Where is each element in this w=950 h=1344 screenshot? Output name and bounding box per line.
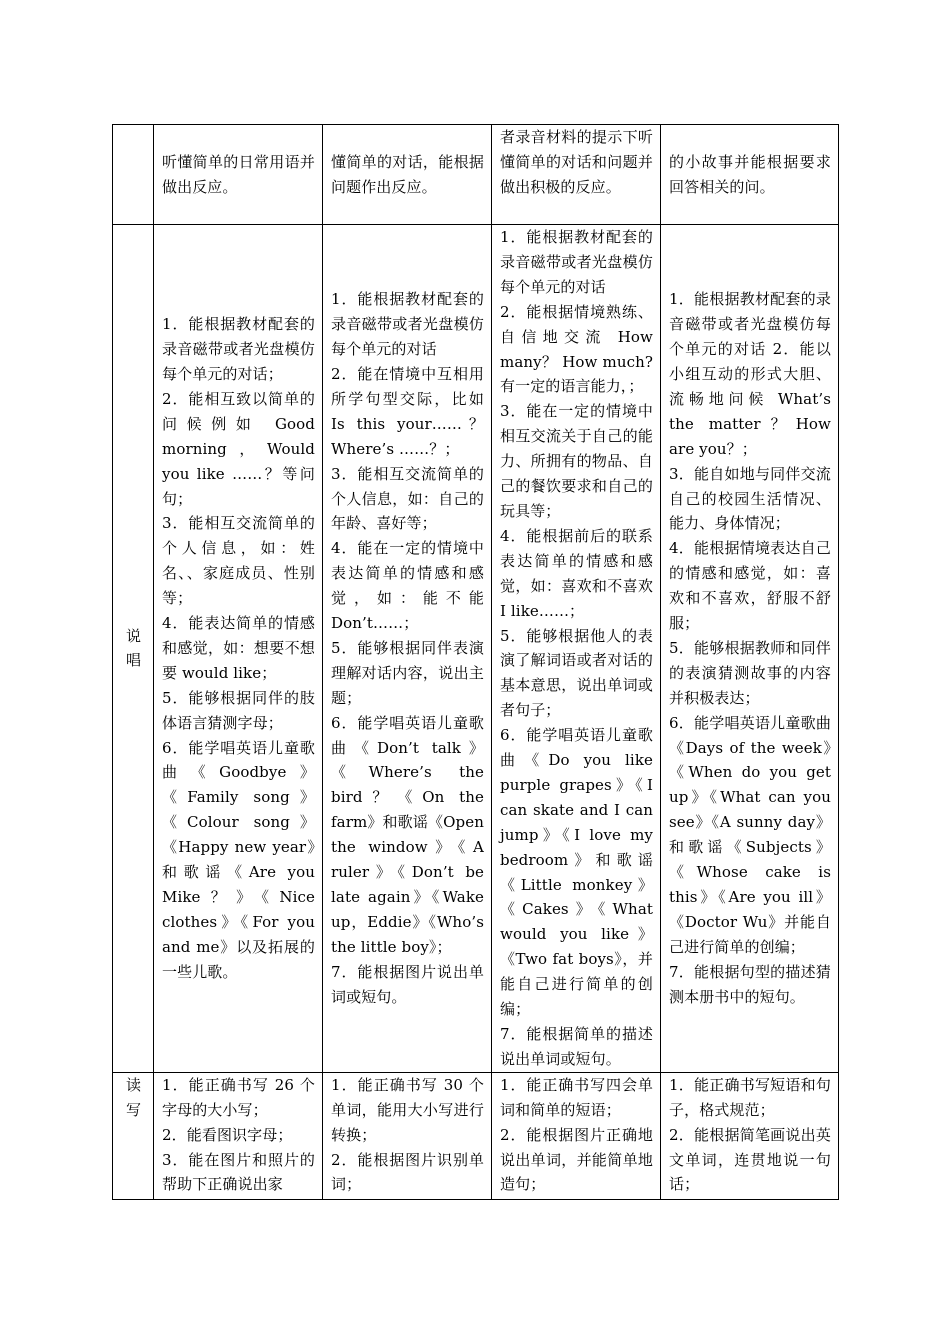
table-row-listening (113, 125, 839, 225)
row-label-char: 写 (125, 1100, 142, 1119)
table-cell (323, 1072, 492, 1199)
row-label-speaking (113, 225, 154, 1073)
cell-text: 1．能根据教材配套的录音磁带或者光盘模仿每个单元的对话 2．能根据情境熟练、自信地交流 How many？ How much? 有一定的语言能力，； 3．能在一定的情境中相互交流关于自己的能力、所拥有的物品、自己的餐饮要求和自己的玩具等； 4．能根据前后的联系表达简单的情感和感觉，如：喜欢和不喜欢 I like……； 5．能够根据他人的表演了解词语或者对话的基本意思，说出单词或者句子； 6．能学唱英语儿童歌曲《Do you like purple grapes》《I can skate and I can jump》《I love my bedroom》和歌谣《Little monkey》《Cakes》《What would you like》《Two fat boys》，并能自己进行简单的创编； 7．能根据简单的描述说出单词或短句。 (500, 228, 653, 1068)
table-row-reading-writing (113, 1072, 839, 1199)
table-cell (492, 125, 661, 225)
table-cell (154, 125, 323, 225)
table-cell (154, 225, 323, 1073)
cell-text: 1．能根据教材配套的录音磁带或者光盘模仿每个单元的对话 2．能以小组互动的形式大胆、流畅地问候 What’s the matter？How are you？； 3．能自如地与同伴交流自己的校园生活情况、能力、身体情况； 4．能根据情境表达自己的情感和感觉，如：喜欢和不喜欢，舒服不舒服； 5．能够根据教师和同伴的表演猜测故事的内容并积极表达； 6．能学唱英语儿童歌曲《Days of the week》《When do you get up》《What can you see》《A sunny day》和歌谣《Subjects》《Whose cake is this》《Are you ill》《Doctor Wu》并能自己进行简单的创编； 7．能根据句型的描述猜测本册书中的短句。 (669, 290, 831, 1006)
row-label-char: 唱 (125, 651, 142, 670)
cell-text: 1．能根据教材配套的录音磁带或者光盘模仿每个单元的对话 2．能在情境中互相用所学句型交际，比如 Is this your……？Where’s ……？； 3．能相互交流简单的个人信息，如：自己的年龄、喜好等； 4．能在一定的情境中表达简单的情感和感觉，如：能不能 Don’t……； 5．能够根据同伴表演理解对话内容，说出主题； 6．能学唱英语儿童歌曲《Don’t talk》《Where’s the bird？《On the farm》和歌谣《Open the window》《A ruler》《Don’t be late again》《Wake up，Eddie》《Who’s the little boy》； 7．能根据图片说出单词或短句。 (331, 290, 484, 1006)
cell-text: 懂简单的对话，能根据问题作出反应。 (331, 152, 484, 196)
cell-text: 者录音材料的提示下听懂简单的对话和问题并做出积极的反应。 (500, 128, 653, 196)
table-row-speaking (113, 225, 839, 1073)
cell-text: 1．能正确书写四会单词和简单的短语； 2．能根据图片正确地说出单词，并能简单地造句； (500, 1075, 653, 1194)
row-label-char: 说 (125, 626, 142, 645)
cell-text: 1．能正确书写 30 个单词，能用大小写进行转换； 2．能根据图片识别单词； (331, 1075, 484, 1194)
table-cell (661, 1072, 839, 1199)
curriculum-table (112, 124, 839, 1200)
cell-text: 1．能正确书写 26 个字母的大小写； 2．能看图识字母； 3．能在图片和照片的帮助下正确说出家 (162, 1075, 315, 1194)
table-cell (492, 1072, 661, 1199)
cell-text: 的小故事并能根据要求回答相关的问。 (669, 152, 831, 196)
table-cell (492, 225, 661, 1073)
cell-text: 1．能正确书写短语和句子，格式规范； 2．能根据简笔画说出英文单词，连贯地说一句话； (669, 1075, 831, 1194)
table-cell (154, 1072, 323, 1199)
row-label-reading-writing (113, 1072, 154, 1199)
row-label-char: 读 (125, 1075, 142, 1094)
table-cell (661, 125, 839, 225)
cell-text: 听懂简单的日常用语并做出反应。 (162, 152, 315, 196)
row-label-empty (113, 125, 154, 225)
table-cell (661, 225, 839, 1073)
table-cell (323, 225, 492, 1073)
cell-text: 1．能根据教材配套的录音磁带或者光盘模仿每个单元的对话； 2．能相互致以简单的问候例如 Good morning，Would you like ……？等问句； 3．能相互交流简单的个人信息，如：姓名、、家庭成员、性别等； 4．能表达简单的情感和感觉，如：想要不想要 would like； 5．能够根据同伴的肢体语言猜测字母； 6．能学唱英语儿童歌曲《Goodbye》《Family song》《Colour song》《Happy new year》和歌谣《Are you Mike？》《Nice clothes》《For you and me》以及拓展的一些儿歌。 (162, 315, 315, 981)
table-cell (323, 125, 492, 225)
